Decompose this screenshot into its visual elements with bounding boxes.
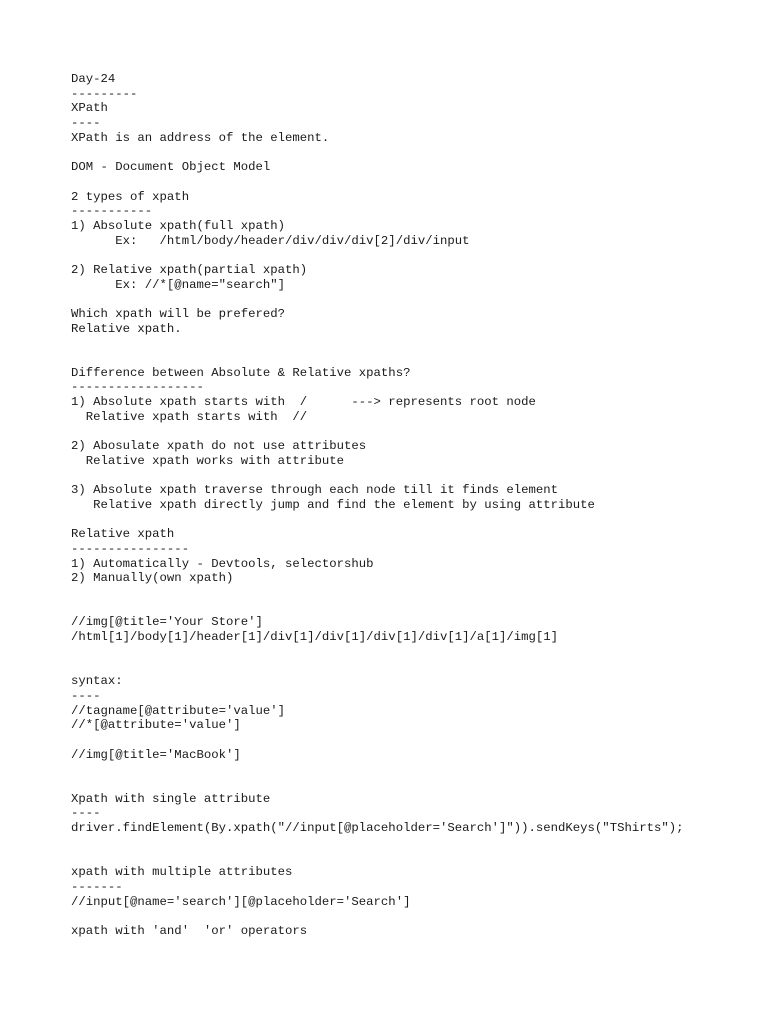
text-line: 1) Automatically - Devtools, selectorshub: [71, 556, 374, 571]
divider-line: ---------: [71, 86, 138, 101]
divider-line: ----------------: [71, 542, 190, 556]
code-line: /html[1]/body[1]/header[1]/div[1]/div[1]/div[1]/div[1]/a[1]/img[1]: [71, 630, 559, 645]
blank-line: [71, 586, 751, 601]
text-line: XPath is an address of the element.: [71, 130, 330, 145]
text-line: Difference between Absolute & Relative xpaths?: [71, 365, 411, 380]
text-line: XPath: [71, 101, 108, 116]
blank-line: [71, 660, 751, 675]
text-line: Ex: //*[@name="search"]: [71, 277, 286, 292]
text-line: 3) Absolute xpath traverse through each node till it finds element: [71, 483, 559, 498]
blank-line: [71, 145, 751, 160]
blank-line: [71, 336, 751, 351]
blank-line: [71, 836, 751, 851]
text-line: 2) Relative xpath(partial xpath): [71, 262, 308, 277]
blank-line: [71, 351, 751, 366]
divider-line: ------------------: [71, 380, 204, 395]
code-line: driver.findElement(By.xpath("//input[@placeholder='Search']")).sendKeys("TShirts");: [71, 821, 684, 836]
text-line: Relative xpath starts with //: [71, 409, 308, 424]
text-line: Which xpath will be prefered?: [71, 307, 286, 321]
text-line: Relative xpath: [71, 527, 175, 542]
text-line: 2 types of xpath: [71, 189, 190, 204]
text-line: 2) Manually(own xpath): [71, 571, 234, 586]
text-line: Xpath with single attribute: [71, 791, 271, 806]
divider-line: -------: [71, 879, 123, 894]
blank-line: [71, 762, 751, 777]
text-line: Relative xpath works with attribute: [71, 453, 345, 468]
blank-line: [71, 777, 751, 792]
blank-line: [71, 733, 751, 748]
code-line: //img[@title='Your Store']: [71, 615, 263, 630]
document-page: [71, 72, 751, 939]
code-line: //tagname[@attribute='value']: [71, 703, 286, 718]
code-line: //img[@title='MacBook']: [71, 747, 241, 762]
text-line: xpath with 'and' 'or' operators: [71, 923, 308, 938]
blank-line: [71, 248, 751, 263]
text-line: DOM - Document Object Model: [71, 160, 271, 175]
text-line: syntax:: [71, 674, 123, 689]
blank-line: [71, 425, 751, 440]
text-line: Relative xpath.: [71, 321, 182, 336]
divider-line: ----: [71, 806, 101, 821]
blank-line: [71, 469, 751, 484]
text-line: Day-24: [71, 72, 116, 86]
text-line: 1) Absolute xpath(full xpath): [71, 218, 286, 233]
text-line: Ex: /html/body/header/div/div/div[2]/div/input: [71, 233, 470, 248]
blank-line: [71, 175, 751, 190]
text-line: xpath with multiple attributes: [71, 865, 293, 880]
divider-line: -----------: [71, 204, 153, 219]
code-line: //*[@attribute='value']: [71, 718, 241, 733]
text-line: 1) Absolute xpath starts with / ---> represents root node: [71, 395, 536, 410]
divider-line: ----: [71, 116, 101, 131]
blank-line: [71, 601, 751, 616]
divider-line: ----: [71, 688, 101, 703]
code-line: //input[@name='search'][@placeholder='Search']: [71, 894, 411, 909]
text-line: Relative xpath directly jump and find the element by using attribute: [71, 497, 595, 512]
blank-line: [71, 850, 751, 865]
blank-line: [71, 909, 751, 924]
blank-line: [71, 292, 751, 307]
text-line: 2) Abosulate xpath do not use attributes: [71, 439, 367, 454]
blank-line: [71, 513, 751, 528]
blank-line: [71, 645, 751, 660]
